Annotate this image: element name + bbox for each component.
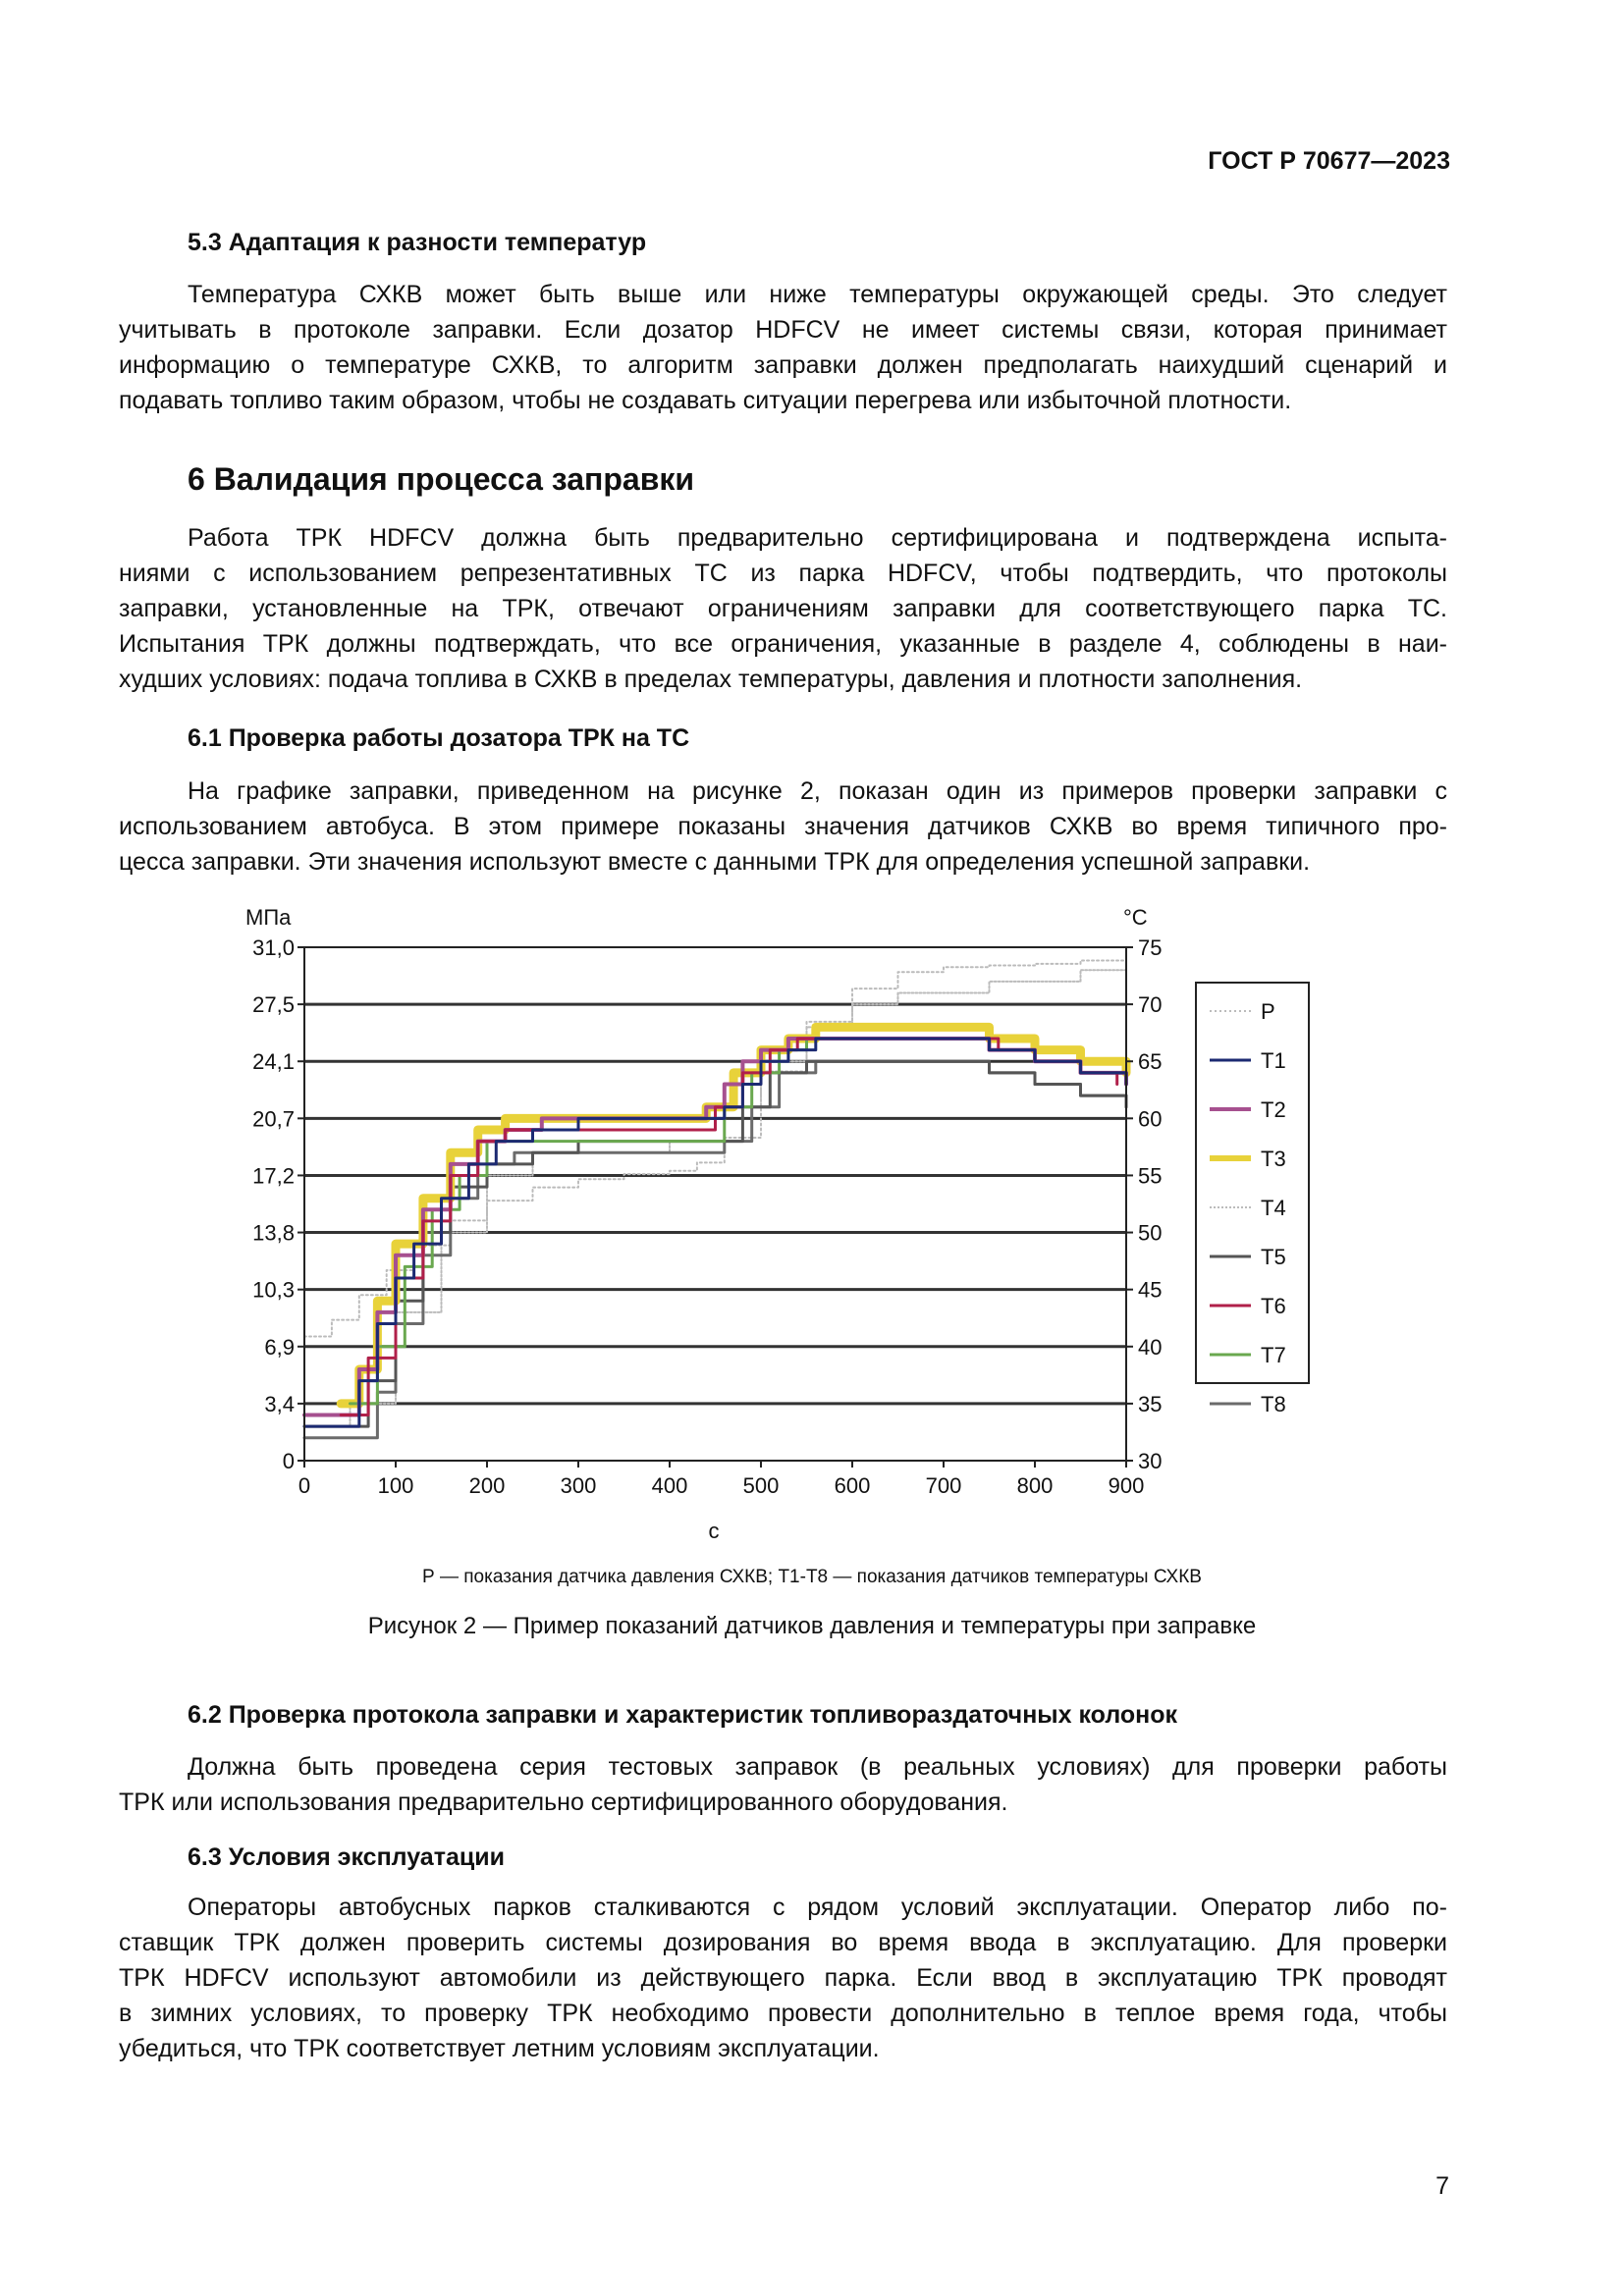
- text-line: заправки, установленные на ТРК, отвечают ограничениям заправки для соответствующего парка ТС.: [119, 595, 1447, 622]
- y-axis-left-label: МПа: [245, 905, 292, 930]
- text-line: ТРК HDFCV используют автомобили из действующего парка. Если ввод в эксплуатацию ТРК проводят: [119, 1964, 1447, 1992]
- text-line: Испытания ТРК должны подтверждать, что все ограничения, указанные в разделе 4, соблюдены в наи-: [119, 630, 1447, 658]
- y-left-tick-label: 13,8: [252, 1220, 295, 1246]
- section-5-3-body: [119, 277, 1447, 418]
- x-tick-label: 500: [742, 1473, 780, 1498]
- section-6-title: 6 Валидация процесса заправки: [188, 461, 695, 497]
- y-axis-right-label: °С: [1123, 905, 1148, 930]
- text-line: цесса заправки. Эти значения используют вместе с данными ТРК для определения успешной заправки.: [119, 848, 1311, 876]
- series-line-Т6: [341, 1039, 1116, 1415]
- y-left-tick-label: 6,9: [264, 1334, 295, 1360]
- x-axis-label: с: [708, 1519, 720, 1543]
- legend-label-Т5: Т5: [1261, 1245, 1286, 1269]
- y-left-tick-label: 27,5: [252, 992, 295, 1018]
- legend-label-Т2: Т2: [1261, 1097, 1286, 1122]
- legend-label-Т6: Т6: [1261, 1294, 1286, 1318]
- y-left-tick-label: 20,7: [252, 1106, 295, 1132]
- text-line: Температура СХКВ может быть выше или ниже температуры окружающей среды. Это следует: [188, 281, 1447, 308]
- section-6-2-body: [119, 1749, 1447, 1820]
- figure-caption: Рисунок 2 — Пример показаний датчиков давления и температуры при заправке: [367, 1613, 1257, 1639]
- text-line: подавать топливо таким образом, чтобы не создавать ситуации перегрева или избыточной плотности.: [119, 387, 1292, 414]
- text-line: Должна быть проведена серия тестовых заправок (в реальных условиях) для проверки работы: [188, 1753, 1447, 1781]
- y-right-tick-label: 55: [1138, 1163, 1163, 1189]
- x-tick-label: 700: [925, 1473, 962, 1498]
- page-number: 7: [1435, 2172, 1449, 2200]
- section-6-3-title: 6.3 Условия эксплуатации: [188, 1843, 505, 1871]
- x-tick-label: 900: [1108, 1473, 1145, 1498]
- section-5-3-title: 5.3 Адаптация к разности температур: [188, 229, 647, 256]
- text-line: На графике заправки, приведенном на рисунке 2, показан один из примеров проверки заправки с: [188, 777, 1447, 805]
- x-tick-label: 300: [560, 1473, 597, 1498]
- chart-frame: [304, 947, 1126, 1461]
- section-6-1-title: 6.1 Проверка работы дозатора ТРК на ТС: [188, 724, 690, 752]
- chart-series: [304, 957, 1126, 1438]
- y-right-tick-label: 65: [1138, 1049, 1163, 1075]
- text-line: Операторы автобусных парков сталкиваются с рядом условий эксплуатации. Оператор либо по-: [188, 1894, 1447, 1921]
- y-right-tick-label: 70: [1138, 992, 1163, 1018]
- x-tick-label: 600: [834, 1473, 871, 1498]
- section-6-3-body: [119, 1890, 1447, 2066]
- y-left-tick-label: 31,0: [252, 935, 295, 960]
- x-tick-label: 200: [468, 1473, 506, 1498]
- text-line: ставщик ТРК должен проверить системы дозирования во время ввода в эксплуатацию. Для проверки: [119, 1929, 1447, 1956]
- text-line: убедиться, что ТРК соответствует летним условиям эксплуатации.: [119, 2035, 880, 2062]
- y-left-tick-label: 24,1: [252, 1049, 295, 1075]
- series-line-Т2: [304, 1039, 1126, 1415]
- figure-note: Р — показания датчика давления СХКВ; Т1-Т8 — показания датчиков температуры СХКВ: [422, 1567, 1202, 1587]
- y-left-tick-label: 17,2: [252, 1163, 295, 1189]
- x-tick-label: 800: [1016, 1473, 1054, 1498]
- series-line-Р: [304, 957, 1126, 1336]
- pressure-temperature-chart: [226, 898, 1335, 1546]
- plot-frame: [304, 947, 1126, 1461]
- section-6-2-title: 6.2 Проверка протокола заправки и характеристик топливораздаточных колонок: [188, 1701, 1178, 1729]
- legend-label-Т8: Т8: [1261, 1392, 1286, 1416]
- text-line: в зимних условиях, то проверку ТРК необходимо провести дополнительно в теплое время года, чтобы: [119, 2000, 1447, 2027]
- text-line: использованием автобуса. В этом примере показаны значения датчиков СХКВ во время типичного про-: [119, 813, 1447, 840]
- y-right-tick-label: 60: [1138, 1106, 1163, 1132]
- chart-ticks: [252, 935, 1162, 1498]
- section-6-1-body: [119, 774, 1447, 880]
- text-line: информацию о температуре СХКВ, то алгоритм заправки должен предполагать наихудший сценарий и: [119, 351, 1447, 379]
- x-tick-label: 0: [298, 1473, 311, 1498]
- y-right-tick-label: 35: [1138, 1391, 1163, 1416]
- y-right-tick-label: 40: [1138, 1334, 1163, 1360]
- text-line: Работа ТРК HDFCV должна быть предварительно сертифицирована и подтверждена испыта-: [188, 524, 1447, 552]
- legend-label-Т1: Т1: [1261, 1048, 1286, 1073]
- text-line: учитывать в протоколе заправки. Если дозатор HDFCV не имеет системы связи, которая принимает: [119, 316, 1447, 344]
- legend-label-Т3: Т3: [1261, 1147, 1286, 1171]
- y-right-tick-label: 45: [1138, 1277, 1163, 1303]
- document-header: ГОСТ Р 70677—2023: [1208, 147, 1450, 175]
- y-left-tick-label: 10,3: [252, 1277, 295, 1303]
- y-right-tick-label: 30: [1138, 1449, 1163, 1473]
- y-right-tick-label: 50: [1138, 1220, 1163, 1246]
- legend-label-Т4: Т4: [1261, 1196, 1286, 1220]
- text-line: худших условиях: подача топлива в СХКВ в пределах температуры, давления и плотности заполнения.: [119, 666, 1303, 693]
- y-right-tick-label: 75: [1138, 935, 1163, 960]
- section-6-body: [119, 520, 1447, 697]
- chart-legend: [1196, 983, 1309, 1416]
- legend-label-Т7: Т7: [1261, 1343, 1286, 1367]
- chart-grid: [304, 1004, 1126, 1404]
- x-tick-label: 400: [651, 1473, 688, 1498]
- text-line: ниями с использованием репрезентативных ТС из парка HDFCV, чтобы подтвердить, что протоколы: [119, 560, 1447, 587]
- text-line: ТРК или использования предварительно сертифицированного оборудования.: [119, 1789, 1008, 1816]
- legend-box: [1196, 983, 1309, 1383]
- y-left-tick-label: 3,4: [264, 1391, 295, 1416]
- x-tick-label: 100: [377, 1473, 414, 1498]
- legend-label-Р: Р: [1261, 999, 1275, 1024]
- y-left-tick-label: 0: [282, 1449, 295, 1473]
